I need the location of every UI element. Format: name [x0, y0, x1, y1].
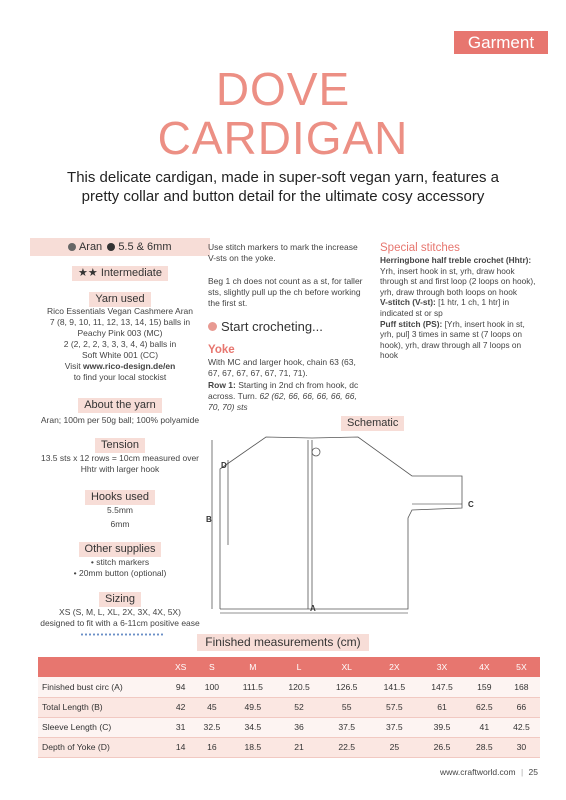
tension-section [30, 435, 210, 453]
schematic-section [341, 413, 404, 431]
supplies-section [30, 539, 210, 557]
start-text: Start crocheting... [221, 319, 323, 334]
cell: 28.5 [466, 737, 503, 757]
label-a: A [310, 604, 316, 613]
size-header: 3X [418, 657, 466, 677]
cell: 62.5 [466, 697, 503, 717]
about-text: Aran; 100m per 50g ball; 100% polyamide [40, 415, 200, 425]
yarn-weight-bar [30, 238, 210, 256]
special-stitches-box [380, 241, 540, 391]
yarn-line: 7 (8, 9, 10, 11, 12, 13, 14, 15) balls in [49, 317, 191, 327]
footer-separator: | [520, 767, 524, 777]
measurements-title: Finished measurements (cm) [197, 634, 368, 651]
supplies-text [30, 557, 210, 579]
tension-line: 13.5 sts x 12 rows = 10cm measured over [40, 453, 200, 463]
cell: 30 [503, 737, 540, 757]
cell: 22.5 [323, 737, 371, 757]
yoke-text: With MC and larger hook, chain 63 (63, 67, 67, 67, 67, 67, 71, 71). [208, 357, 356, 378]
sizing-line: designed to fit with a 6-11cm positive ease [40, 618, 200, 628]
supply-item: • 20mm button (optional) [73, 568, 167, 578]
title-line-2: CARDIGAN [157, 112, 409, 164]
level-section [30, 263, 210, 281]
cell: 14 [168, 737, 193, 757]
size-header: S [193, 657, 230, 677]
measurements-header [0, 633, 566, 651]
cell: 42 [168, 697, 193, 717]
cell: 42.5 [503, 717, 540, 737]
size-header: 4X [466, 657, 503, 677]
yarn-used-title: Yarn used [89, 292, 150, 307]
size-header: 2X [371, 657, 419, 677]
dimension-lines [212, 440, 462, 613]
cell: 66 [503, 697, 540, 717]
yoke-title: Yoke [208, 344, 235, 356]
about-section [30, 395, 210, 413]
size-header: XS [168, 657, 193, 677]
hook-size: 5.5mm [107, 505, 133, 515]
hooks-text [30, 505, 210, 530]
tension-title: Tension [95, 438, 145, 453]
vst-label: V-stitch (V-st): [380, 297, 436, 308]
cell: 32.5 [193, 717, 230, 737]
schematic-title: Schematic [341, 416, 404, 431]
start-crocheting [208, 319, 323, 334]
yarn-weight: Aran [78, 241, 103, 253]
cell: 111.5 [230, 677, 275, 697]
level-badge [72, 266, 168, 281]
hhtr-definition [380, 255, 540, 297]
size-header: L [275, 657, 323, 677]
hhtr-label: Herringbone half treble crochet (Hhtr): [380, 255, 532, 265]
about-title: About the yarn [78, 398, 162, 413]
cell: 34.5 [230, 717, 275, 737]
cell: 147.5 [418, 677, 466, 697]
hook-size: 6mm [110, 519, 130, 529]
row-label: Total Length (B) [38, 697, 168, 717]
cell: 49.5 [230, 697, 275, 717]
label-c: C [468, 500, 474, 509]
measurements-table [38, 657, 540, 758]
cell: 26.5 [418, 737, 466, 757]
yarn-line: Soft White 001 (CC) [81, 350, 159, 360]
tension-text [30, 453, 210, 475]
sizing-section [30, 589, 210, 607]
supplies-title: Other supplies [79, 542, 162, 557]
ps-label: Puff stitch (PS): [380, 318, 443, 329]
special-stitches-title: Special stitches [380, 242, 460, 254]
label-b: B [206, 515, 212, 524]
size-header-blank [38, 657, 168, 677]
cell: 61 [418, 697, 466, 717]
schematic-diagram [200, 430, 560, 620]
footer-site[interactable]: www.craftworld.com [439, 767, 516, 777]
cell: 25 [371, 737, 419, 757]
cell: 36 [275, 717, 323, 737]
yarn-used-text [30, 306, 210, 383]
cell: 41 [466, 717, 503, 737]
row-label: Finished bust circ (A) [38, 677, 168, 697]
stockist-link[interactable]: www.rico-design.de/en [83, 361, 176, 371]
cell: 141.5 [371, 677, 419, 697]
size-header: M [230, 657, 275, 677]
section-tag: Garment [454, 31, 548, 54]
cell: 168 [503, 677, 540, 697]
hook-sizes: 5.5 & 6mm [118, 241, 172, 253]
cell: 21 [275, 737, 323, 757]
yarn-used-section [30, 289, 210, 307]
cell: 45 [193, 697, 230, 717]
page-footer [440, 767, 538, 777]
cell: 120.5 [275, 677, 323, 697]
size-header: 5X [503, 657, 540, 677]
page-number: 25 [528, 767, 538, 777]
hooks-section [30, 487, 210, 505]
size-header-row [38, 657, 540, 677]
size-header: XL [323, 657, 371, 677]
hook-icon [107, 243, 115, 251]
sizing-text [30, 607, 210, 629]
note-beg-ch: Beg 1 ch does not count as a st, for taller sts, slightly pull up the ch before working the first st. [208, 276, 363, 308]
note-stitch-markers: Use stitch markers to mark the increase V-sts on the yoke. [208, 242, 358, 263]
yarn-line: 2 (2, 2, 2, 3, 3, 3, 4, 4) balls in [63, 339, 177, 349]
cell: 31 [168, 717, 193, 737]
row-label: Depth of Yoke (D) [38, 737, 168, 757]
row1-instructions: Starting in 2nd ch from hook, dc across. Turn. [208, 380, 359, 401]
cell: 39.5 [418, 717, 466, 737]
cell: 94 [168, 677, 193, 697]
cell: 16 [193, 737, 230, 757]
table-row [38, 697, 540, 717]
cell: 37.5 [371, 717, 419, 737]
title-line-1: DOVE [215, 63, 351, 115]
label-d: D [221, 461, 227, 470]
yarn-line: Rico Essentials Vegan Cashmere Aran [47, 306, 193, 316]
intro-text: This delicate cardigan, made in super-soft vegan yarn, features a pretty collar and button detail for the ultimate cosy accessory [67, 169, 499, 205]
cardigan-outline [220, 437, 462, 609]
hooks-title: Hooks used [85, 490, 155, 505]
table-row [38, 717, 540, 737]
cell: 37.5 [323, 717, 371, 737]
ps-definition [380, 319, 540, 361]
visit-prefix: Visit [64, 361, 83, 371]
cell: 52 [275, 697, 323, 717]
visit-line [30, 361, 210, 372]
cell: 18.5 [230, 737, 275, 757]
bullet-icon [208, 322, 217, 331]
sizing-title: Sizing [99, 592, 141, 607]
cell: 126.5 [323, 677, 371, 697]
row1-text [208, 380, 368, 413]
cell: 57.5 [371, 697, 419, 717]
visit-suffix: to find your local stockist [73, 372, 167, 382]
vst-definition [380, 297, 540, 318]
vst-text: [1 htr, 1 ch, 1 htr] in indicated st or sp [380, 297, 510, 318]
yarn-ball-icon [68, 243, 76, 251]
row1-counts: 62 (62, 66, 66, 66, 66, 66, 70, 70) sts [208, 391, 357, 412]
supply-item: • stitch markers [90, 557, 150, 567]
row1-label: Row 1: [208, 380, 236, 390]
cell: 55 [323, 697, 371, 717]
table-row [38, 737, 540, 757]
sizing-line: XS (S, M, L, XL, 2X, 3X, 4X, 5X) [59, 607, 181, 617]
ps-text: [Yrh, insert hook in st, yrh, pul] 3 times in same st (7 loops on hook), yrh, draw through all 7 loops on hook [380, 318, 525, 361]
table-row [38, 677, 540, 697]
hhtr-text: Yrh, insert hook in st, yrh, draw hook through st and first loop (2 loops on hook), yrh, draw through both loops on hook [380, 265, 536, 297]
row-label: Sleeve Length (C) [38, 717, 168, 737]
cell: 100 [193, 677, 230, 697]
star-icon: ★★ [78, 267, 98, 279]
tension-line: Hhtr with larger hook [80, 464, 160, 474]
cell: 159 [466, 677, 503, 697]
yarn-line: Peachy Pink 003 (MC) [77, 328, 163, 338]
level-text: Intermediate [100, 267, 162, 279]
